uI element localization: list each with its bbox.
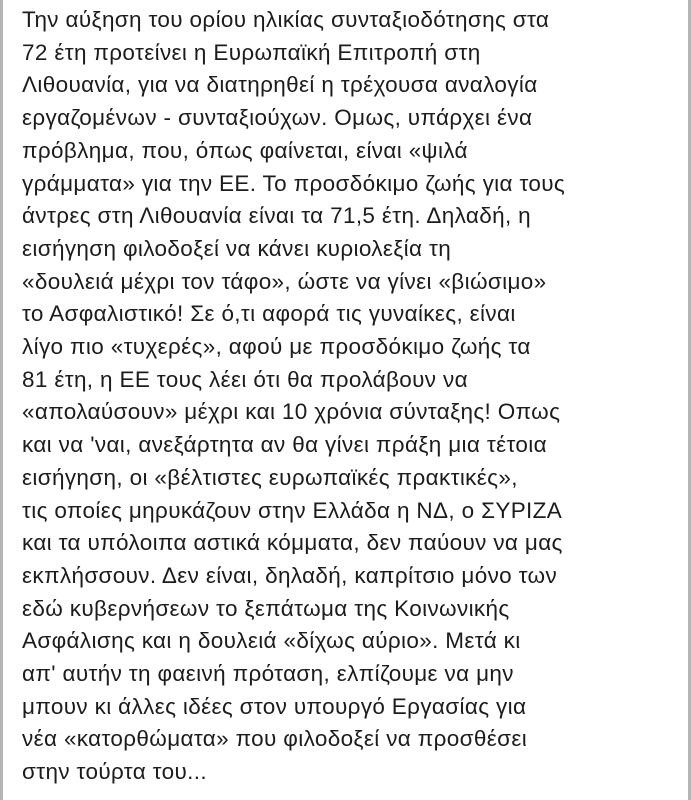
article-line: εδώ κυβερνήσεων το ξεπάτωμα της Κοινωνικής <box>22 595 510 621</box>
article-line: λίγο πιο «τυχερές», αφού με προσδόκιμο ζωής τα <box>22 334 531 360</box>
article-line: τις οποίες μηρυκάζουν στην Ελλάδα η ΝΔ, ο ΣΥΡΙΖΑ <box>22 497 563 523</box>
article-line: και να 'ναι, ανεξάρτητα αν θα γίνει πράξη μια τέτοια <box>22 432 547 458</box>
article-line: εργαζομένων - συνταξιούχων. Ομως, υπάρχει ένα <box>22 105 533 131</box>
article-line: 72 έτη προτείνει η Ευρωπαϊκή Επιτροπή στη <box>22 39 481 65</box>
article-line: «δουλειά μέχρι τον τάφο», ώστε να γίνει «βιώσιμο» <box>22 268 547 294</box>
article-line: Ασφάλισης και η δουλειά «δίχως αύριο». Μετά κι <box>22 628 521 654</box>
article-text <box>22 4 673 789</box>
article-line: γράμματα» για την ΕΕ. Το προσδόκιμο ζωής για τους <box>22 170 566 196</box>
article-line: 81 έτη, η ΕΕ τους λέει ότι θα προλάβουν να <box>22 366 468 392</box>
article-line: εισήγηση, οι «βέλτιστες ευρωπαϊκές πρακτικές», <box>22 464 518 490</box>
article-line: απ' αυτήν τη φαεινή πρόταση, ελπίζουμε να μην <box>22 661 514 687</box>
article-line: νέα «κατορθώματα» που φιλοδοξεί να προσθέσει <box>22 726 528 752</box>
article-line: Λιθουανία, για να διατηρηθεί η τρέχουσα αναλογία <box>22 72 538 98</box>
article-line: μπουν κι άλλες ιδέες στον υπουργό Εργασίας για <box>22 693 527 719</box>
article-line: Την αύξηση του ορίου ηλικίας συνταξιοδότησης στα <box>22 7 550 32</box>
article-line: το Ασφαλιστικό! Σε ό,τι αφορά τις γυναίκες, είναι <box>22 301 516 327</box>
article-line: πρόβλημα, που, όπως φαίνεται, είναι «ψιλά <box>22 137 468 163</box>
article-line: εκπλήσσουν. Δεν είναι, δηλαδή, καπρίτσιο μόνο των <box>22 562 558 588</box>
article-line: στην τούρτα του... <box>22 759 207 785</box>
left-border <box>0 0 3 800</box>
article-line: και τα υπόλοιπα αστικά κόμματα, δεν παύουν να μας <box>22 530 563 556</box>
article-line: «απολαύσουν» μέχρι και 10 χρόνια σύνταξης! Οπως <box>22 399 561 425</box>
article-line: άντρες στη Λιθουανία είναι τα 71,5 έτη. Δηλαδή, η <box>22 203 532 229</box>
article-line: εισήγηση φιλοδοξεί να κάνει κυριολεξία τη <box>22 235 452 261</box>
